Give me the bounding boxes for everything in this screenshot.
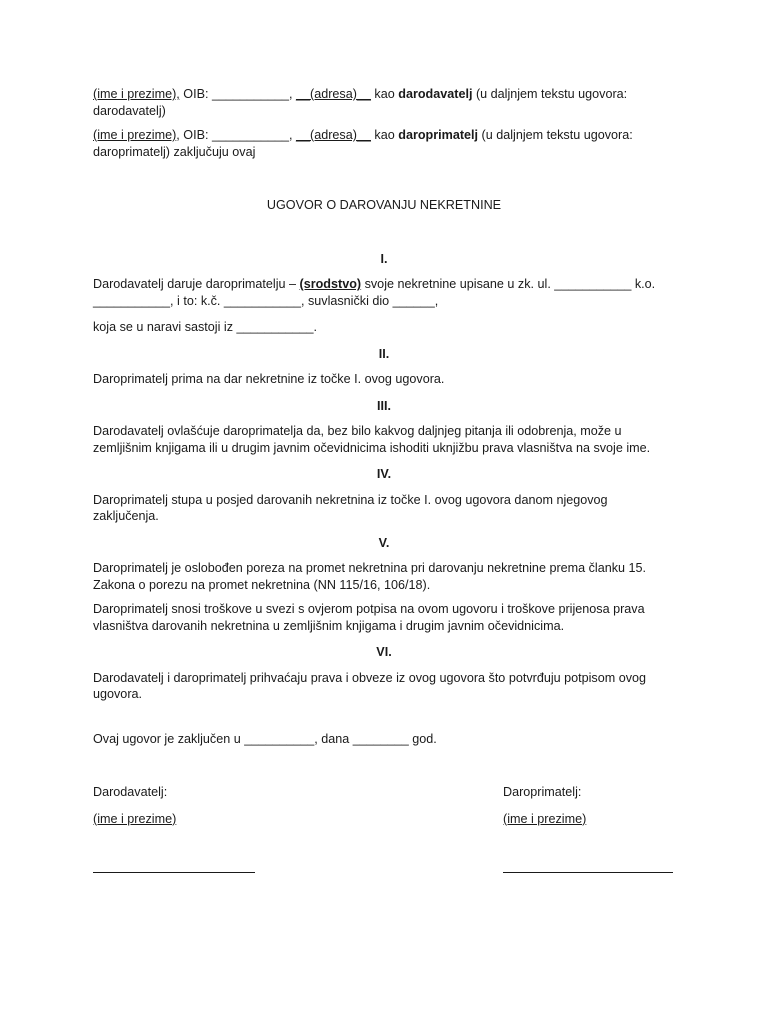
section-heading-2: II. (378, 346, 390, 361)
donor-party-line (93, 86, 675, 119)
document-title: UGOVOR O DAROVANJU NEKRETNINE (266, 198, 502, 212)
donor-oib-text: OIB: ___________, (179, 87, 297, 101)
section-5-paragraph-2: Daroprimatelj snosi troškove u svezi s ovjerom potpisa na ovom ugovoru i troškove prijenosa prava vlasništva darovanih nekretnina u zemljišnim knjigama i drugim javnim očevidnicima. (93, 602, 645, 633)
section-heading-4: IV. (376, 467, 392, 481)
section-3-paragraph: Darodavatelj ovlašćuje daroprimatelja da, bez bilo kakvog daljnjeg pitanja ili odobrenja, može u zemljišnim knjigama ili u drugim javnim očevidnicima ishoditi uknjižbu prava vlasništva na svoje ime. (93, 424, 651, 455)
section-1-text-before: Darodavatelj daruje daroprimatelju – (93, 277, 300, 291)
section-heading-3: III. (377, 398, 391, 413)
recipient-oib-text: , OIB: ___________, (176, 128, 297, 142)
section-heading-5: V. (378, 535, 390, 550)
donor-rest: (u daljnjem tekstu ugovora: darodavatelj) (93, 87, 628, 118)
contract-document (93, 86, 675, 873)
section-1-text-after: svoje nekretnine upisane u zk. ul. ___________ k.o. ___________, i to: k.č. ___________, suvlasnički dio ______, (93, 277, 656, 308)
section-1-paragraph-1 (93, 276, 675, 309)
kinship-placeholder: (srodstvo) (299, 277, 362, 291)
donor-name-placeholder: (ime i prezime), (93, 87, 180, 101)
recipient-address-placeholder: __(adresa)__ (296, 128, 371, 142)
donor-address-placeholder: __(adresa)__ (296, 87, 371, 101)
recipient-signature-name: (ime i prezime) (503, 811, 587, 826)
recipient-signature-label: Daroprimatelj: (503, 785, 582, 799)
section-1-paragraph-2: koja se u naravi sastoji iz ___________. (93, 320, 318, 334)
donor-kao: kao (370, 87, 399, 101)
recipient-rest: (u daljnjem tekstu ugovora: daroprimatelj) zaključuju ovaj (93, 128, 633, 159)
recipient-signature (503, 784, 675, 873)
section-heading-6: VI. (376, 645, 392, 659)
signature-block (93, 784, 675, 873)
recipient-kao: kao (370, 128, 399, 142)
donor-role: darodavatelj (398, 87, 473, 101)
section-5-paragraph-1: Daroprimatelj je oslobođen poreza na promet nekretnina pri darovanju nekretnine prema članku 15. Zakona o porezu na promet nekretnina (NN 115/16, 106/18). (93, 561, 647, 592)
donor-signature-line (93, 872, 255, 873)
recipient-role: daroprimatelj (398, 128, 479, 142)
section-6-paragraph: Darodavatelj i daroprimatelj prihvaćaju prava i obveze iz ovog ugovora što potvrđuju potpisom ovog ugovora. (93, 670, 647, 701)
section-2-paragraph: Daroprimatelj prima na dar nekretnine iz točke I. ovog ugovora. (93, 372, 445, 386)
donor-signature-name: (ime i prezime) (93, 811, 177, 826)
conclusion-line: Ovaj ugovor je zaključen u __________, dana ________ god. (93, 731, 437, 746)
recipient-name-placeholder: (ime i prezime) (93, 128, 177, 142)
donor-signature (93, 784, 265, 873)
recipient-party-line (93, 127, 675, 160)
donor-signature-label: Darodavatelj: (93, 785, 168, 799)
recipient-signature-line (503, 872, 673, 873)
section-4-paragraph: Daroprimatelj stupa u posjed darovanih nekretnina iz točke I. ovog ugovora danom njegovog zaključenja. (93, 492, 608, 523)
section-heading-1: I. (380, 251, 388, 266)
